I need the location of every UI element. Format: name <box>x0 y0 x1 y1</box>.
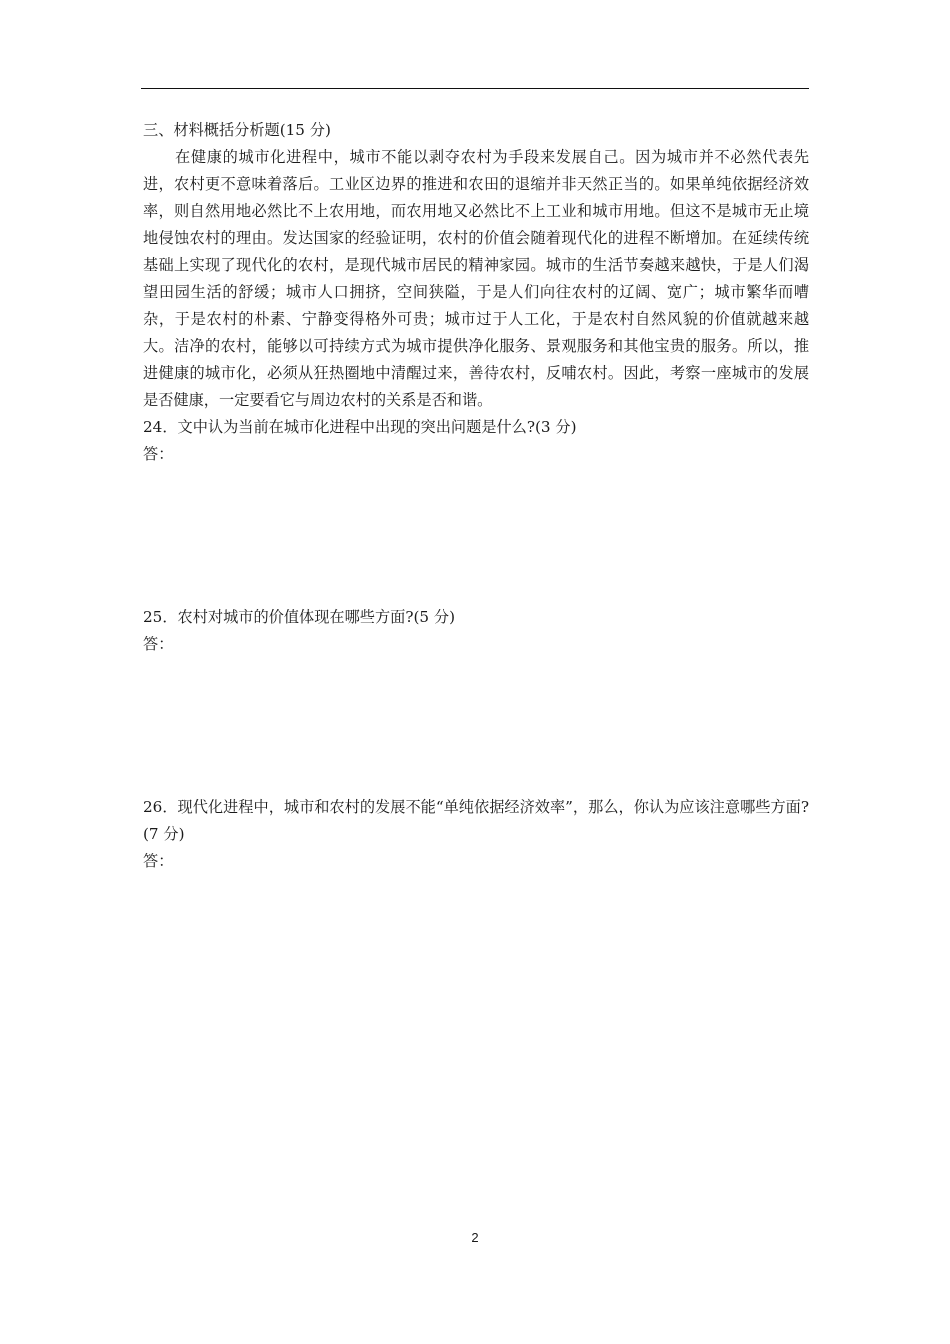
answer-label-25: 答： <box>143 635 174 653</box>
question-26: 26．现代化进程中，城市和农村的发展不能“单纯依据经济效率”，那么，你认为应该注意哪些方面?(7 分) <box>143 798 809 843</box>
answer-space-25 <box>143 658 809 794</box>
page-number: 2 <box>471 1230 479 1245</box>
passage-text: 在健康的城市化进程中，城市不能以剥夺农村为手段来发展自己。因为城市并不必然代表先进，农村更不意味着落后。工业区边界的推进和农田的退缩并非天然正当的。如果单纯依据经济效率，则自然用地必然比不上农用地，而农用地又必然比不上工业和城市用地。但这不是城市无止境地侵蚀农村的理由。发达国家的经验证明，农村的价值会随着现代化的进程不断增加。在延续传统基础上实现了现代化的农村，是现代城市居民的精神家园。城市的生活节奏越来越快，于是人们渴望田园生活的舒缓；城市人口拥挤，空间狭隘，于是人们向往农村的辽阔、宽广；城市繁华而嘈杂，于是农村的朴素、宁静变得格外可贵；城市过于人工化，于是农村自然风貌的价值就越来越大。洁净的农村，能够以可持续方式为城市提供净化服务、景观服务和其他宝贵的服务。所以，推进健康的城市化，必须从狂热圈地中清醒过来，善待农村，反哺农村。因此，考察一座城市的发展是否健康，一定要看它与周边农村的关系是否和谐。 <box>143 148 809 409</box>
question-block <box>143 604 809 658</box>
question-block <box>143 794 809 875</box>
answer-label-24: 答： <box>143 445 174 463</box>
question-block <box>143 414 809 468</box>
question-25: 25．农村对城市的价值体现在哪些方面?(5 分) <box>143 608 455 626</box>
header-rule <box>141 88 809 89</box>
answer-label-26: 答： <box>143 852 174 870</box>
section-heading: 三、材料概括分析题(15 分) <box>143 121 331 139</box>
exam-content <box>143 117 809 875</box>
answer-space-24 <box>143 468 809 604</box>
question-24: 24．文中认为当前在城市化进程中出现的突出问题是什么?(3 分) <box>143 418 577 436</box>
